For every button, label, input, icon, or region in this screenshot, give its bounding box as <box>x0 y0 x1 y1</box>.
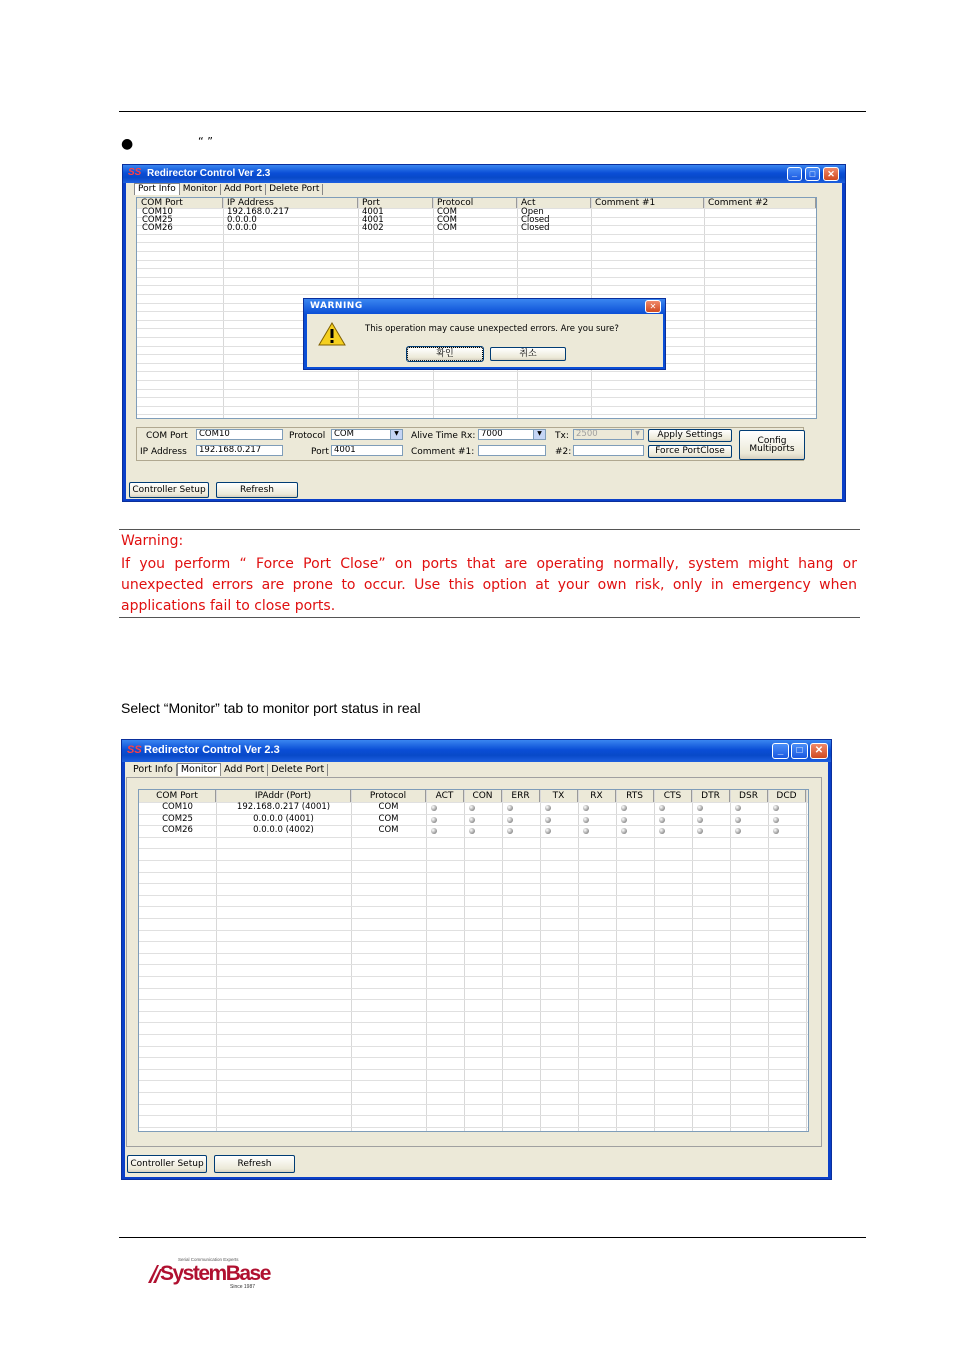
status-led-icon <box>659 828 665 834</box>
grid-line <box>139 1080 808 1081</box>
com-port-label: COM Port <box>146 431 188 441</box>
status-led-icon <box>621 817 627 823</box>
status-led-icon <box>583 817 589 823</box>
chevron-down-icon: ▼ <box>631 430 643 439</box>
cell-com-port: COM10 <box>162 802 193 812</box>
cell-com-port: COM25 <box>142 215 173 225</box>
chevron-down-icon[interactable]: ▼ <box>533 430 545 439</box>
col-rts[interactable]: RTS <box>616 790 654 802</box>
dialog-close-button[interactable]: ✕ <box>645 300 661 313</box>
redirector-window-monitor <box>121 739 832 1180</box>
grid-line <box>139 895 808 896</box>
grid-line <box>139 976 808 977</box>
cell-com-port: COM25 <box>162 813 193 824</box>
status-led-icon <box>773 817 779 823</box>
status-led-icon <box>735 817 741 823</box>
grid-line <box>139 1069 808 1070</box>
multiports-label: Multiports <box>749 444 795 454</box>
warning-note <box>119 529 860 618</box>
grid-line <box>139 1115 808 1116</box>
grid-line <box>139 930 808 931</box>
status-led-icon <box>431 817 437 823</box>
col-protocol[interactable]: Protocol <box>433 198 517 208</box>
logo-brand: SystemBase <box>160 1262 270 1285</box>
config-label: Config <box>757 436 787 446</box>
col-ipaddr-port[interactable]: IPAddr (Port) <box>216 790 351 802</box>
tx-label: Tx: <box>555 431 569 441</box>
cell-port: 4002 <box>362 223 384 233</box>
cell-ip-port: 0.0.0.0 (4001) <box>253 813 314 824</box>
tab-strip <box>130 763 328 776</box>
col-com-port[interactable]: COM Port <box>137 198 223 208</box>
ip-address-field[interactable]: 192.168.0.217 <box>196 445 283 456</box>
grid-line <box>139 1046 808 1047</box>
cancel-button[interactable]: 취소 <box>490 347 566 361</box>
controller-setup-button[interactable]: Controller Setup <box>129 482 209 498</box>
grid-line <box>137 234 816 235</box>
logo-tagline: Serial Communication Experts <box>178 1257 239 1262</box>
warning-dialog <box>303 298 666 370</box>
com-port-field[interactable]: COM10 <box>196 429 283 440</box>
status-led-icon <box>697 805 703 811</box>
grid-line <box>137 294 816 295</box>
warning-text: If you perform “ Force Port Close” on ports that are operating normally, system might hang or unexpected errors are prone to occur. Use this option at your own risk, only in emergency when applications fail to close ports. <box>121 556 857 614</box>
col-comment-1[interactable]: Comment #1 <box>591 198 704 208</box>
header-rule <box>119 111 866 112</box>
window-title: Redirector Control Ver 2.3 <box>144 744 280 756</box>
port-label: Port <box>311 447 329 457</box>
grid-line <box>137 380 816 381</box>
apply-settings-button[interactable]: Apply Settings <box>648 429 732 442</box>
footer-rule <box>119 1237 866 1238</box>
grid-line <box>139 999 808 1000</box>
status-led-icon <box>507 805 513 811</box>
close-button[interactable]: ✕ <box>823 167 839 181</box>
dialog-body <box>307 314 663 367</box>
dialog-title-bar[interactable] <box>304 299 665 314</box>
comment-2-field[interactable] <box>573 445 644 456</box>
tab-add-port[interactable]: Add Port <box>221 764 268 776</box>
title-bar[interactable] <box>122 740 831 762</box>
close-button[interactable]: ✕ <box>810 743 828 759</box>
status-led-icon <box>697 817 703 823</box>
col-dsr[interactable]: DSR <box>730 790 768 802</box>
status-led-icon <box>469 805 475 811</box>
grid-line <box>139 918 808 919</box>
chevron-down-icon[interactable]: ▼ <box>390 430 402 439</box>
table-row[interactable] <box>142 208 173 232</box>
tab-delete-port[interactable]: Delete Port <box>266 184 323 195</box>
status-led-icon <box>659 817 665 823</box>
tab-add-port[interactable]: Add Port <box>221 184 266 195</box>
status-led-icon <box>507 828 513 834</box>
cell-protocol: COM <box>437 207 457 217</box>
cell-protocol: COM <box>437 215 457 225</box>
tab-strip <box>134 183 323 195</box>
app-logo-icon: SS <box>128 167 142 178</box>
controller-setup-button[interactable]: Controller Setup <box>127 1155 207 1173</box>
grid-line <box>139 953 808 954</box>
status-led-icon <box>735 805 741 811</box>
window-client <box>125 762 828 1177</box>
grid-line <box>137 285 816 286</box>
col-comment-2[interactable]: Comment #2 <box>704 198 816 208</box>
grid-line <box>139 1034 808 1035</box>
cell-act: Closed <box>521 223 550 233</box>
tab-port-info[interactable]: Port Info <box>134 183 180 195</box>
col-rx[interactable]: RX <box>578 790 616 802</box>
grid-line <box>137 251 816 252</box>
alive-time-select[interactable] <box>478 429 546 440</box>
tab-monitor[interactable]: Monitor <box>180 184 221 195</box>
config-multiports-button[interactable] <box>739 430 805 460</box>
cell-com-port: COM10 <box>142 207 173 217</box>
status-led-icon <box>735 828 741 834</box>
app-logo-icon: SS <box>127 744 142 756</box>
tab-delete-port[interactable]: Delete Port <box>268 764 328 776</box>
grid-line <box>137 371 816 372</box>
status-led-icon <box>583 828 589 834</box>
window-title: Redirector Control Ver 2.3 <box>147 168 271 179</box>
col-tx[interactable]: TX <box>540 790 578 802</box>
protocol-label: Protocol <box>289 431 326 441</box>
warning-heading: Warning: <box>121 533 184 549</box>
cell-ip-port: 192.168.0.217 (4001) <box>236 802 331 812</box>
refresh-button[interactable]: Refresh <box>216 482 298 498</box>
comment-1-field[interactable] <box>478 445 546 456</box>
refresh-button[interactable]: Refresh <box>214 1155 295 1173</box>
status-led-icon <box>545 828 551 834</box>
grid-line <box>139 1022 808 1023</box>
grid-line <box>137 406 816 407</box>
minimize-button[interactable]: _ <box>787 167 802 181</box>
status-led-icon <box>469 817 475 823</box>
force-port-close-button[interactable]: Force PortClose <box>648 445 732 458</box>
grid-line <box>139 906 808 907</box>
status-led-icon <box>773 828 779 834</box>
dialog-message: This operation may cause unexpected errors. Are you sure? <box>365 324 619 334</box>
dialog-title: WARNING <box>310 301 363 311</box>
grid-line <box>139 1092 808 1093</box>
status-led-icon <box>697 828 703 834</box>
cell-ip-address: 192.168.0.217 <box>227 207 290 217</box>
protocol-select[interactable] <box>331 429 403 440</box>
status-led-icon <box>507 817 513 823</box>
col-protocol[interactable]: Protocol <box>351 790 426 802</box>
grid-line <box>137 260 816 261</box>
status-led-icon <box>621 828 627 834</box>
col-dtr[interactable]: DTR <box>692 790 730 802</box>
grid-line <box>137 242 816 243</box>
grid-line <box>139 872 808 873</box>
grid-line <box>139 1127 808 1128</box>
col-con[interactable]: CON <box>464 790 502 802</box>
col-dcd[interactable]: DCD <box>768 790 806 802</box>
cell-protocol: COM <box>437 223 457 233</box>
monitor-table[interactable] <box>138 789 809 1132</box>
grid-line <box>139 964 808 965</box>
ok-button[interactable]: 확인 <box>407 347 483 361</box>
grid-line <box>139 1057 808 1058</box>
status-led-icon <box>545 805 551 811</box>
status-led-icon <box>545 817 551 823</box>
cell-protocol: COM <box>378 813 399 824</box>
grid-line <box>139 988 808 989</box>
protocol-value: COM <box>334 429 354 439</box>
cell-ip-address: 0.0.0.0 <box>227 223 257 233</box>
cell-com-port: COM26 <box>162 825 193 836</box>
warning-icon <box>318 322 346 346</box>
monitor-caption: Select “Monitor” tab to monitor port status in real <box>121 700 421 716</box>
grid-line <box>139 941 808 942</box>
cell-ip-port: 0.0.0.0 (4002) <box>253 825 314 836</box>
status-led-icon <box>773 805 779 811</box>
alive-time-label: Alive Time Rx: <box>411 431 476 441</box>
col-act[interactable]: ACT <box>426 790 464 802</box>
status-led-icon <box>583 805 589 811</box>
grid-line <box>137 277 816 278</box>
status-led-icon <box>431 805 437 811</box>
col-act[interactable]: Act <box>517 198 591 208</box>
cell-act: Closed <box>521 215 550 225</box>
tx-value: 2500 <box>576 429 598 439</box>
col-com-port[interactable]: COM Port <box>139 790 216 802</box>
tx-select <box>573 429 644 440</box>
grid-line <box>137 414 816 415</box>
port-field[interactable]: 4001 <box>331 445 403 456</box>
cell-port: 4001 <box>362 207 384 217</box>
grid-line <box>137 397 816 398</box>
status-led-icon <box>621 805 627 811</box>
maximize-button[interactable]: □ <box>805 167 820 181</box>
cell-ip-address: 0.0.0.0 <box>227 215 257 225</box>
grid-line <box>139 848 808 849</box>
grid-line <box>137 268 816 269</box>
cell-act: Open <box>521 207 544 217</box>
cell-com-port: COM26 <box>142 223 173 233</box>
comment-1-label: Comment #1: <box>411 447 475 457</box>
ip-address-label: IP Address <box>140 447 187 457</box>
comment-2-label: #2: <box>555 447 572 457</box>
grid-line <box>139 837 808 838</box>
status-led-icon <box>469 828 475 834</box>
grid-line <box>139 883 808 884</box>
grid-line <box>137 389 816 390</box>
tab-monitor[interactable]: Monitor <box>177 763 221 776</box>
logo-since: Since 1987 <box>230 1284 256 1290</box>
status-led-icon <box>659 805 665 811</box>
grid-line <box>139 860 808 861</box>
grid-line <box>139 1104 808 1105</box>
cell-protocol: COM <box>378 802 399 812</box>
cell-protocol: COM <box>378 825 399 836</box>
col-ip-address[interactable]: IP Address <box>223 198 358 208</box>
status-led-icon <box>431 828 437 834</box>
alive-time-value: 7000 <box>481 429 503 439</box>
grid-line <box>139 1011 808 1012</box>
maximize-button[interactable]: □ <box>791 743 808 759</box>
minimize-button[interactable]: _ <box>772 743 789 759</box>
cell-port: 4001 <box>362 215 384 225</box>
col-cts[interactable]: CTS <box>654 790 692 802</box>
col-err[interactable]: ERR <box>502 790 540 802</box>
col-port[interactable]: Port <box>358 198 433 208</box>
bullet: ● <box>121 136 134 152</box>
tab-port-info[interactable]: Port Info <box>130 764 177 776</box>
bullet-text: “ ” <box>198 135 213 148</box>
title-bar[interactable] <box>123 165 845 183</box>
